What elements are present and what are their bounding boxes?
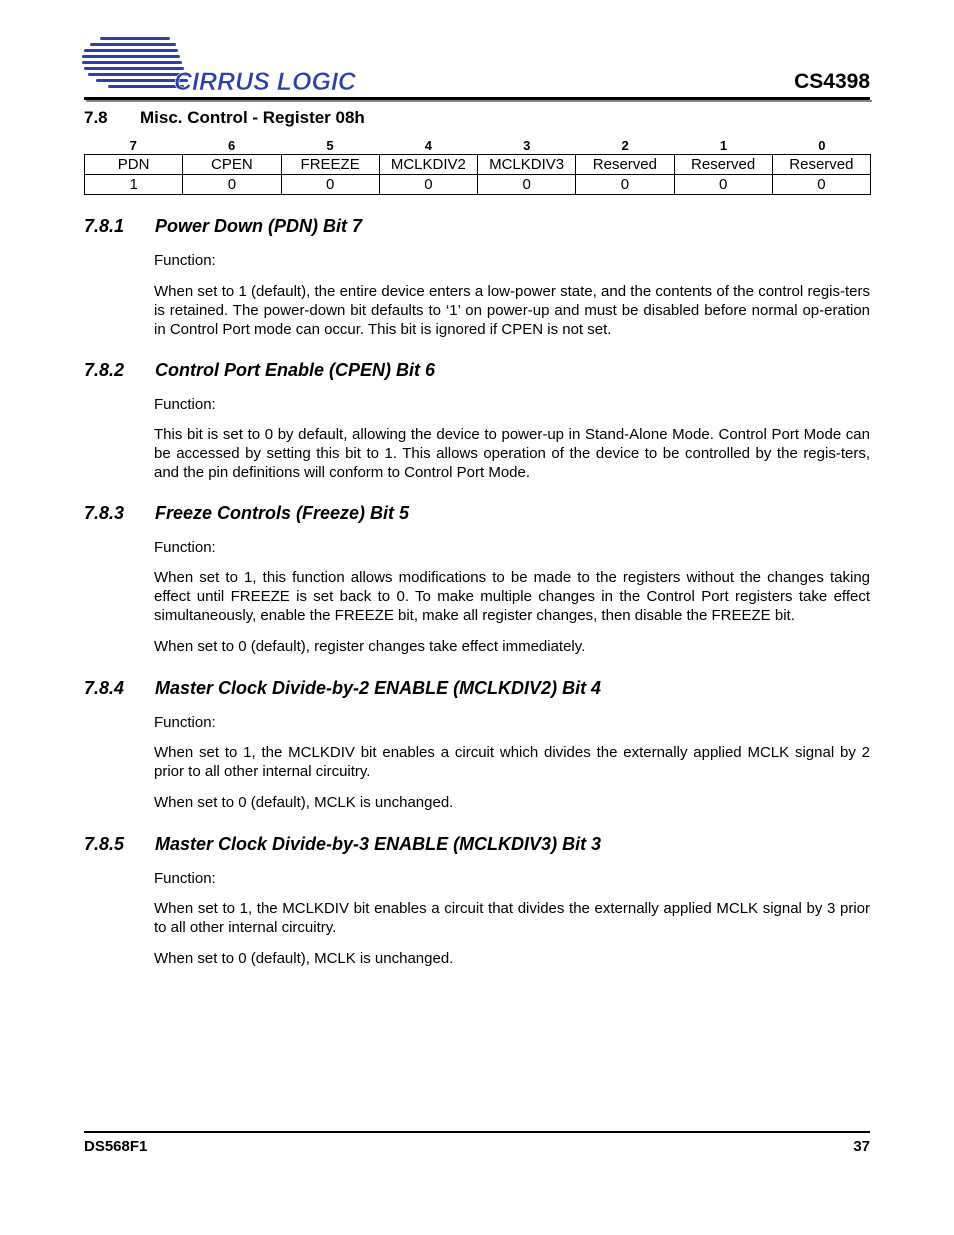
register-table: [84, 154, 871, 195]
footer-rule: [84, 1131, 870, 1133]
subsection-number: 7.8.3: [84, 503, 125, 523]
section-title: [84, 108, 365, 128]
subsection-number: 7.8.4: [84, 678, 125, 698]
register-bit-default: 0: [183, 175, 281, 195]
register-bit-name: FREEZE: [281, 155, 379, 175]
register-bit-name: PDN: [85, 155, 183, 175]
bit-number: 6: [227, 138, 236, 153]
register-bit-default: 0: [772, 175, 870, 195]
register-bit-numbers: [84, 138, 871, 153]
description-paragraph: When set to 0 (default), MCLK is unchanged.: [154, 950, 454, 967]
part-number: CS4398: [794, 70, 870, 93]
description-paragraph: When set to 1, the MCLKDIV bit enables a circuit that divides the externally applied MCLK signal by 3 prior to all other internal circuitry.: [154, 900, 870, 936]
subsection-title: Master Clock Divide-by-2 ENABLE (MCLKDIV2) Bit 4: [155, 678, 602, 698]
bit-number: 2: [621, 138, 629, 153]
document-id: DS568F1: [84, 1138, 148, 1155]
register-bit-name: CPEN: [183, 155, 281, 175]
cirrus-logic-logo: [82, 33, 362, 95]
description-paragraph: When set to 0 (default), MCLK is unchanged.: [154, 794, 454, 811]
subsection-title: Master Clock Divide-by-3 ENABLE (MCLKDIV3) Bit 3: [155, 834, 602, 854]
description-paragraph: When set to 1, this function allows modifications to be made to the registers without the changes taking effect until FREEZE is set back to 0. To make multiple changes in the Control Port registers take effect simultaneously, enable the FREEZE bit, make all register changes, then disable the FREEZE bit.: [154, 569, 870, 624]
subsection-heading-pdn: [84, 216, 362, 237]
bit-number: 3: [523, 138, 531, 153]
bit-number: 1: [719, 138, 728, 153]
subsection-title: Power Down (PDN) Bit 7: [155, 216, 363, 236]
logo-wordmark: CIRRUS LOGIC: [174, 68, 356, 95]
bit-number: 4: [424, 138, 432, 153]
subsection-number: 7.8.2: [84, 360, 125, 380]
section-title-text: Misc. Control - Register 08h: [140, 108, 365, 127]
header-rule-shadow: [86, 100, 872, 102]
description-paragraph: When set to 1, the MCLKDIV bit enables a circuit which divides the externally applied MCLK signal by 2 prior to all other internal circuitry.: [154, 744, 870, 780]
description-paragraph: This bit is set to 0 by default, allowing the device to power-up in Stand-Alone Mode. Control Port Mode can be accessed by setting this bit to 1. This allows operation of the device to be controlled by the regis-ters, and the pin definitions will conform to Control Port Mode.: [154, 426, 870, 481]
subsection-title: Freeze Controls (Freeze) Bit 5: [155, 503, 410, 523]
function-label: Function:: [154, 252, 216, 269]
register-bit-default: 0: [478, 175, 576, 195]
register-names-row: [85, 155, 871, 175]
register-defaults-row: [85, 175, 871, 195]
register-bit-default: 1: [85, 175, 183, 195]
description-paragraph: When set to 1 (default), the entire device enters a low-power state, and the contents of the control regis-ters is retained. The power-down bit defaults to ‘1’ on power-up and must be disabled before normal op-eration in Control Port mode can occur. This bit is ignored if CPEN is not set.: [154, 283, 870, 338]
subsection-heading-freeze: [84, 503, 409, 524]
function-label: Function:: [154, 539, 216, 556]
register-bit-name: Reserved: [576, 155, 674, 175]
function-label: Function:: [154, 396, 216, 413]
subsection-heading-mclkdiv2: [84, 678, 601, 699]
subsection-number: 7.8.5: [84, 834, 125, 854]
function-label: Function:: [154, 870, 216, 887]
subsection-heading-cpen: [84, 360, 435, 381]
section-number: 7.8: [84, 108, 108, 127]
page-number: 37: [853, 1138, 870, 1155]
bit-number: 0: [818, 138, 826, 153]
subsection-title: Control Port Enable (CPEN) Bit 6: [155, 360, 436, 380]
register-bit-name: Reserved: [772, 155, 870, 175]
function-label: Function:: [154, 714, 216, 731]
register-bit-name: MCLKDIV3: [478, 155, 576, 175]
bit-number: 7: [129, 138, 137, 153]
bit-number: 5: [326, 138, 334, 153]
subsection-heading-mclkdiv3: [84, 834, 601, 855]
register-bit-default: 0: [674, 175, 772, 195]
register-bit-default: 0: [281, 175, 379, 195]
description-paragraph: When set to 0 (default), register changes take effect immediately.: [154, 638, 586, 655]
register-bit-default: 0: [576, 175, 674, 195]
register-bit-name: Reserved: [674, 155, 772, 175]
register-bit-name: MCLKDIV2: [379, 155, 477, 175]
register-bit-default: 0: [379, 175, 477, 195]
subsection-number: 7.8.1: [84, 216, 125, 236]
